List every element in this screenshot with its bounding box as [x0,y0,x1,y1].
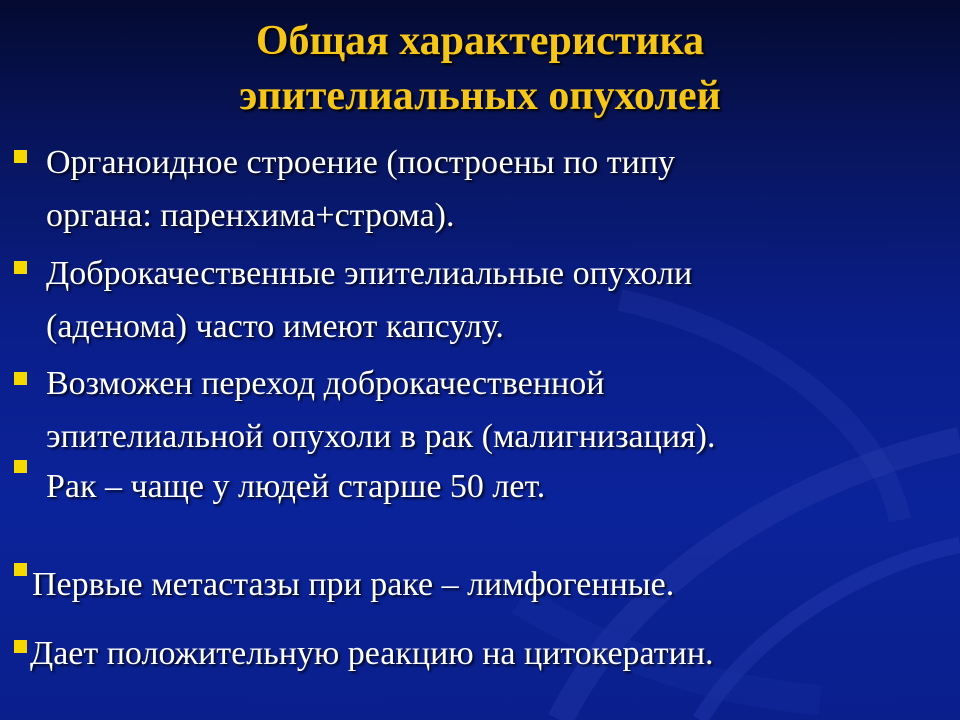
bullet-marker-icon [14,563,27,576]
bullet-marker-icon [14,640,27,653]
bullet-marker-icon [14,372,27,385]
bullet-line: Первые метастазы при раке – лимфогенные. [32,566,675,603]
slide-title [0,14,960,124]
bullet-item [46,357,716,463]
title-line-2: эпителиальных опухолей [239,73,721,119]
bullet-item [30,627,714,680]
bullet-line: Рак – чаще у людей старше 50 лет. [46,468,546,505]
bullet-item [32,558,674,611]
bullet-line: Органоидное строение (построены по типу [46,144,676,181]
bullet-line: (аденома) часто имеют капсулу. [46,308,504,345]
bullet-line: Дает положительную реакцию на цитокератин. [30,635,714,672]
bullet-item [46,136,675,242]
bullet-marker-icon [14,261,27,274]
bullet-line: Возможен переход доброкачественной [46,365,605,402]
bullet-line: Доброкачественные эпителиальные опухоли [46,255,693,292]
bullet-marker-icon [14,150,27,163]
bullet-line: органа: паренхима+строма). [46,197,455,234]
bullet-marker-icon [14,460,27,473]
title-line-1: Общая характеристика [255,18,705,64]
bullet-line: эпителиальной опухоли в рак (малигнизация). [46,418,716,455]
bullet-item [46,247,692,353]
bullet-item [46,460,545,513]
